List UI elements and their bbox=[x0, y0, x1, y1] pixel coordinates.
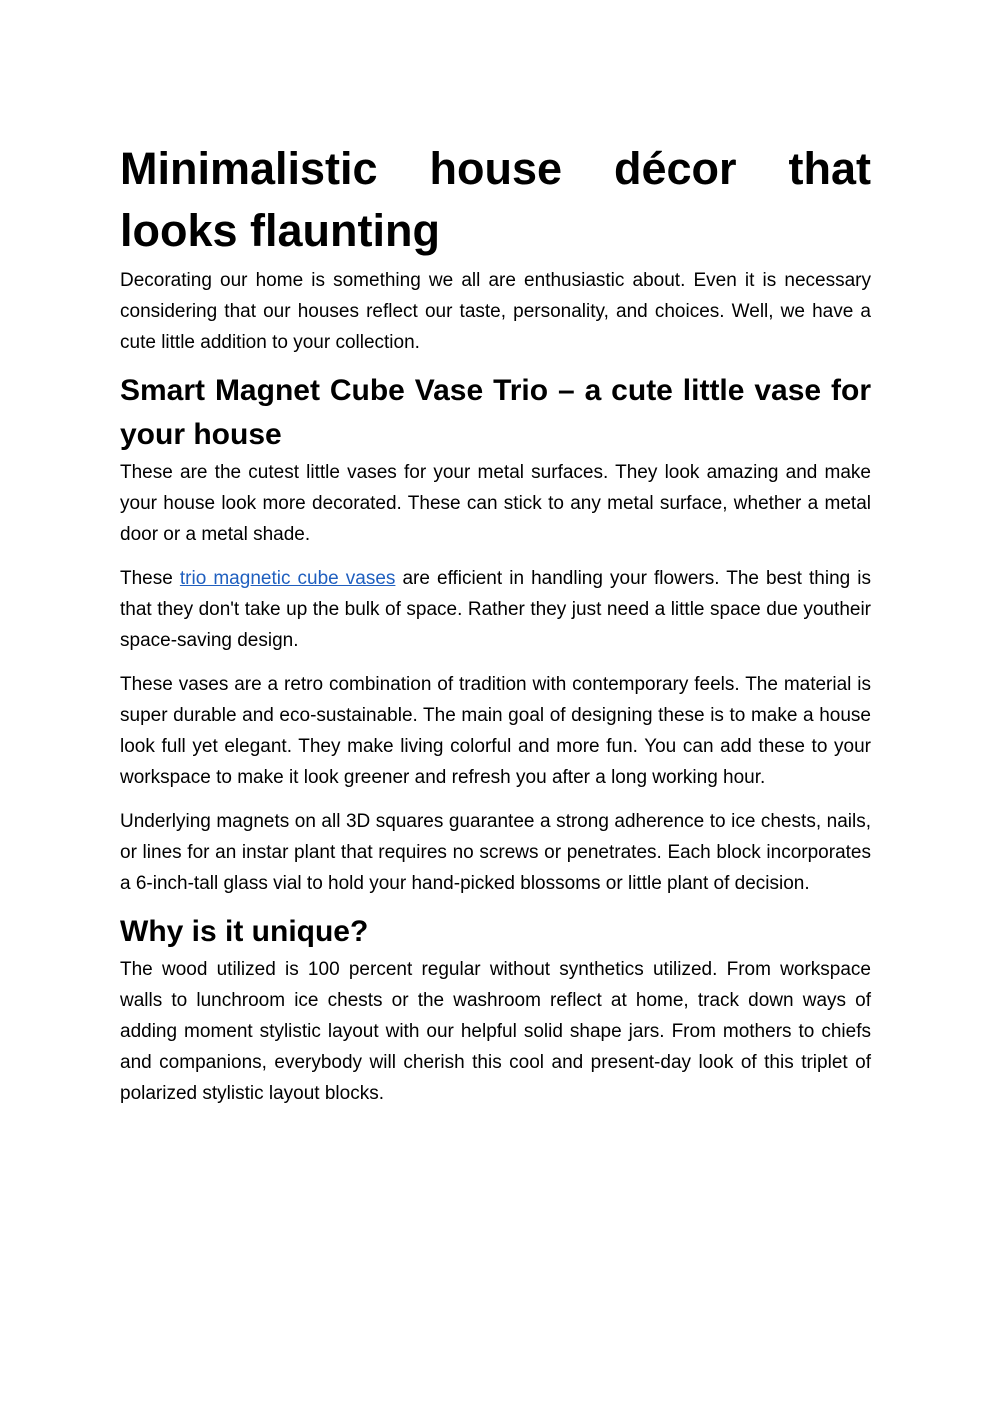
section1-paragraph-2-rest: are efficient in handling your flowers. The best thing is that they don't take up the bulk of space. Rather they just need a little space due youtheir space-saving design. bbox=[120, 568, 871, 651]
trio-magnetic-cube-vases-link[interactable]: trio magnetic cube vases bbox=[179, 568, 396, 589]
section1-paragraph-1: These are the cutest little vases for your metal surfaces. They look amazing and make your house look more decorated. These can stick to any metal surface, whether a metal door or a metal shade. bbox=[120, 462, 871, 545]
section1-paragraph-2 bbox=[120, 563, 871, 656]
section1-paragraph-3: These vases are a retro combination of tradition with contemporary feels. The material is super durable and eco-sustainable. The main goal of designing these is to make a house look full yet elegant. They make living colorful and more fun. You can add these to your workspace to make it look greener and refresh you after a long working hour. bbox=[120, 674, 871, 788]
section-heading-smart-magnet: Smart Magnet Cube Vase Trio – a cute little vase for your house bbox=[120, 374, 871, 451]
section-heading-why-unique: Why is it unique? bbox=[120, 915, 369, 948]
section2-paragraph-1: The wood utilized is 100 percent regular without synthetics utilized. From workspace walls to lunchroom ice chests or the washroom reflect at home, track down ways of adding moment stylistic layout with our helpful solid shape jars. From mothers to chiefs and companions, everybody will cherish this cool and present-day look of this triplet of polarized stylistic layout blocks. bbox=[120, 959, 871, 1104]
section1-paragraph-2-lead: These bbox=[120, 568, 180, 589]
page-title: Minimalistic house décor that looks flaunting bbox=[120, 143, 871, 256]
document-page bbox=[120, 138, 871, 1109]
intro-paragraph: Decorating our home is something we all are enthusiastic about. Even it is necessary considering that our houses reflect our taste, personality, and choices. Well, we have a cute little addition to your collection. bbox=[120, 270, 871, 353]
section1-paragraph-4: Underlying magnets on all 3D squares guarantee a strong adherence to ice chests, nails, or lines for an instar plant that requires no screws or penetrates. Each block incorporates a 6-inch-tall glass vial to hold your hand-picked blossoms or little plant of decision. bbox=[120, 811, 871, 894]
